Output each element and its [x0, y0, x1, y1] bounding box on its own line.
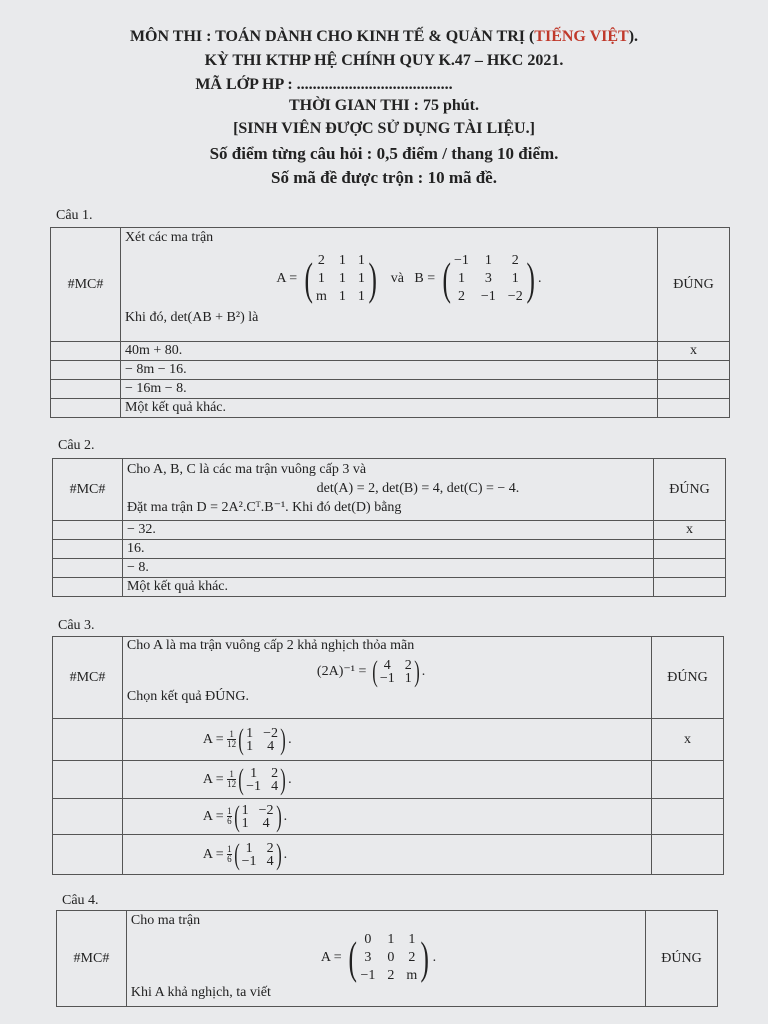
matrix-entry: 1	[357, 271, 365, 286]
option-text: Một kết quả khác.	[120, 399, 657, 418]
matrix-entry: 1	[241, 802, 249, 818]
mc-tag: #MC#	[53, 637, 123, 719]
matrix-name: A =	[320, 950, 342, 966]
exam-title: KỲ THI KTHP HỆ CHÍNH QUY K.47 – HKC 2021.	[204, 52, 564, 69]
matrix-entry: 0	[364, 932, 372, 947]
matrix-entry: −1	[241, 853, 257, 869]
option-text: − 32.	[122, 521, 653, 540]
matrix-entry: 1	[408, 932, 416, 947]
matrix-entry: −1	[453, 253, 469, 268]
matrix-entry: −2	[258, 802, 274, 818]
matrix-entry: 2	[511, 253, 519, 268]
matrix-a-grid	[360, 931, 417, 985]
matrix-b-name: B =	[414, 271, 436, 287]
question-2-stem	[122, 459, 653, 521]
matrix-entry: 4	[267, 738, 275, 754]
correct-label: ĐÚNG	[658, 228, 730, 342]
option-row[interactable]	[53, 559, 726, 578]
matrix-b: ( −1 1 2 1 3 1 2 −1 −2 )	[442, 253, 535, 304]
matrix-entry: 1	[241, 815, 249, 831]
matrix-entry: 1	[246, 738, 254, 754]
matrix-a-grid	[316, 252, 365, 306]
matrix-entry: −1	[480, 289, 496, 304]
duration: THỜI GIAN THI : 75 phút.	[289, 97, 479, 114]
points-note: Số điểm từng câu hỏi : 0,5 điểm / thang 10 điểm.	[209, 144, 559, 163]
question-2-question: Đặt ma trận D = 2A².Cᵀ.B⁻¹. Khi đó det(D) bằng	[126, 500, 402, 515]
option-matrix: ( 1 2 −1 4 )	[233, 837, 282, 871]
matrix-entry: 3	[364, 950, 372, 965]
question-3-stem-row	[53, 637, 724, 719]
matrix-entry: 1	[245, 840, 253, 856]
subject-suffix: ).	[628, 28, 639, 45]
subject-prefix: MÔN THI : TOÁN DÀNH CHO KINH TẾ & QUẢN TRỊ (	[129, 28, 535, 45]
given-matrix-grid	[380, 659, 412, 685]
option-matrix-grid	[246, 767, 278, 793]
correct-label: ĐÚNG	[646, 911, 718, 1007]
option-matrix: ( 1 −2 1 4 )	[233, 799, 282, 833]
matrix-entry: 2	[457, 289, 465, 304]
question-2-stem-row	[53, 459, 726, 521]
matrix-entry: −2	[507, 289, 523, 304]
option-formula: A = $\frac{1}{6}$ ( 1 −2 1 4 ) .	[122, 799, 651, 835]
option-prefix: A =	[202, 731, 228, 747]
matrix-entry: −1	[379, 671, 395, 686]
option-row[interactable]	[53, 540, 726, 559]
given-matrix: ( 4 2 −1 1 )	[372, 655, 420, 688]
option-prefix: A =	[202, 771, 228, 787]
question-3-equation: (2A)⁻¹ = ( 4 2 −1 1 ) .	[316, 655, 426, 688]
fraction-denominator: 12	[227, 739, 237, 749]
question-3-table	[52, 636, 724, 875]
option-row[interactable]	[51, 380, 730, 399]
subject-line	[0, 28, 768, 46]
question-2-label: Câu 2.	[58, 438, 95, 453]
matrix-entry: 1	[357, 253, 365, 268]
option-text: 16.	[122, 540, 653, 559]
option-matrix: ( 1 2 −1 4 )	[238, 762, 286, 796]
question-3-label: Câu 3.	[58, 618, 95, 633]
option-formula: A = $\frac{1}{12}$ ( 1 2 −1 4 ) .	[122, 761, 651, 799]
question-2-intro: Cho A, B, C là các ma trận vuông cấp 3 và	[126, 462, 367, 477]
scalar-fraction	[227, 730, 236, 749]
fraction-denominator: 6	[227, 816, 232, 826]
matrix-entry: 3	[484, 271, 492, 286]
matrix-entry: 1	[250, 765, 258, 781]
matrix-entry: −2	[263, 725, 279, 741]
option-prefix: A =	[202, 846, 228, 862]
question-1-intro: Xét các ma trận	[124, 230, 214, 245]
matrix-entry: 2	[266, 840, 274, 856]
correct-label: ĐÚNG	[654, 459, 726, 521]
option-row[interactable]	[51, 361, 730, 380]
option-row[interactable]	[53, 835, 724, 875]
matrix-b-grid	[454, 252, 523, 306]
class-code: MÃ LỚP HP : .......................................	[195, 76, 453, 93]
question-2-table	[52, 458, 726, 597]
versions-note: Số mã đề được trộn : 10 mã đề.	[271, 168, 497, 187]
subject-language: TIẾNG VIỆT	[534, 28, 629, 45]
matrix-entry: 4	[271, 778, 279, 794]
matrix-entry: 1	[484, 253, 492, 268]
matrix-entry: 4	[262, 815, 270, 831]
option-row[interactable]	[53, 799, 724, 835]
question-4-intro: Cho ma trận	[130, 913, 201, 928]
fraction-numerator: 1	[227, 806, 232, 816]
question-2-dets: det(A) = 2, det(B) = 4, det(C) = − 4.	[316, 481, 520, 496]
matrix-entry: 1	[357, 289, 365, 304]
correct-mark: x	[654, 521, 726, 540]
option-matrix-grid	[242, 804, 274, 830]
matrix-a-name: A =	[276, 271, 298, 287]
matrix-entry: 2	[404, 658, 412, 673]
matrix-entry: 1	[246, 725, 254, 741]
matrix-a: ( 2 1 1 1 1 1 m 1 1 )	[304, 253, 377, 304]
question-3-intro: Cho A là ma trận vuông cấp 2 khả nghịch thỏa mãn	[126, 638, 415, 653]
matrix-entry: 1	[457, 271, 465, 286]
option-row[interactable]	[53, 761, 724, 799]
matrix-entry: 1	[404, 671, 412, 686]
matrix-entry: m	[406, 968, 418, 983]
matrix-entry: −1	[246, 778, 262, 794]
question-1-matrices: A = ( 2 1 1 1 1 1 m 1 1 ) và B = ( −1 1 2 1 3 1 2 −1 −2 ) .	[276, 253, 542, 304]
matrix-entry: 2	[387, 968, 395, 983]
question-4-table	[56, 910, 718, 1007]
correct-mark: x	[658, 342, 730, 361]
matrix-entry: 1	[317, 271, 325, 286]
question-4-stem	[126, 911, 645, 1007]
option-text: Một kết quả khác.	[122, 578, 653, 597]
question-4-label: Câu 4.	[62, 893, 99, 908]
fraction-numerator: 1	[227, 770, 236, 780]
equation-lhs: (2A)⁻¹ =	[316, 664, 367, 680]
question-1-stem	[120, 228, 657, 342]
question-4-question: Khi A khả nghịch, ta viết	[130, 985, 271, 1000]
matrix-entry: 0	[387, 950, 395, 965]
fraction-denominator: 12	[227, 779, 237, 789]
matrix-entry: 4	[383, 658, 391, 673]
mc-tag: #MC#	[51, 228, 121, 342]
matrix-entry: 2	[408, 950, 416, 965]
matrix-entry: 1	[338, 289, 346, 304]
matrix-entry: 4	[266, 853, 274, 869]
fraction-denominator: 6	[227, 854, 232, 864]
question-3-stem	[122, 637, 651, 719]
question-1-label: Câu 1.	[56, 208, 93, 223]
option-row[interactable]	[53, 578, 726, 597]
matrix-entry: 1	[338, 271, 346, 286]
mc-tag: #MC#	[53, 459, 123, 521]
option-prefix: A =	[202, 808, 228, 824]
question-1-table	[50, 227, 730, 418]
fraction-numerator: 1	[227, 844, 232, 854]
option-text: 40m + 80.	[120, 342, 657, 361]
question-4-matrix: A = ( 0 1 1 3 0 2 −1 2 m ) .	[320, 932, 437, 983]
mc-tag: #MC#	[57, 911, 127, 1007]
question-1-question: Khi đó, det(AB + B²) là	[124, 310, 259, 325]
question-4-stem-row	[57, 911, 718, 1007]
option-row[interactable]	[53, 719, 724, 761]
scalar-fraction	[227, 770, 236, 789]
matrix-entry: 1	[511, 271, 519, 286]
correct-label: ĐÚNG	[652, 637, 724, 719]
question-3-question: Chọn kết quả ĐÚNG.	[126, 689, 250, 704]
question-1-stem-row	[51, 228, 730, 342]
materials-note: [SINH VIÊN ĐƯỢC SỬ DỤNG TÀI LIỆU.]	[233, 120, 535, 137]
option-text: − 8.	[122, 559, 653, 578]
matrix-entry: m	[315, 289, 327, 304]
matrix-entry: 2	[271, 765, 279, 781]
fraction-numerator: 1	[227, 730, 236, 740]
correct-mark: x	[652, 719, 724, 761]
option-row[interactable]	[51, 342, 730, 361]
matrix-entry: −1	[360, 968, 376, 983]
option-matrix-grid	[242, 842, 274, 868]
option-row[interactable]	[51, 399, 730, 418]
conjunction: và	[390, 271, 404, 287]
option-row[interactable]	[53, 521, 726, 540]
option-formula: A = $\frac{1}{6}$ ( 1 2 −1 4 ) .	[122, 835, 651, 875]
option-text: − 16m − 8.	[120, 380, 657, 399]
matrix-entry: 1	[338, 253, 346, 268]
matrix-a: ( 0 1 1 3 0 2 −1 2 m )	[348, 932, 430, 983]
option-formula: A = $\frac{1}{12}$ ( 1 −2 1 4 ) .	[122, 719, 651, 761]
matrix-entry: 1	[387, 932, 395, 947]
option-text: − 8m − 16.	[120, 361, 657, 380]
option-matrix-grid	[246, 727, 278, 753]
option-matrix: ( 1 −2 1 4 )	[238, 722, 286, 756]
matrix-entry: 2	[317, 253, 325, 268]
